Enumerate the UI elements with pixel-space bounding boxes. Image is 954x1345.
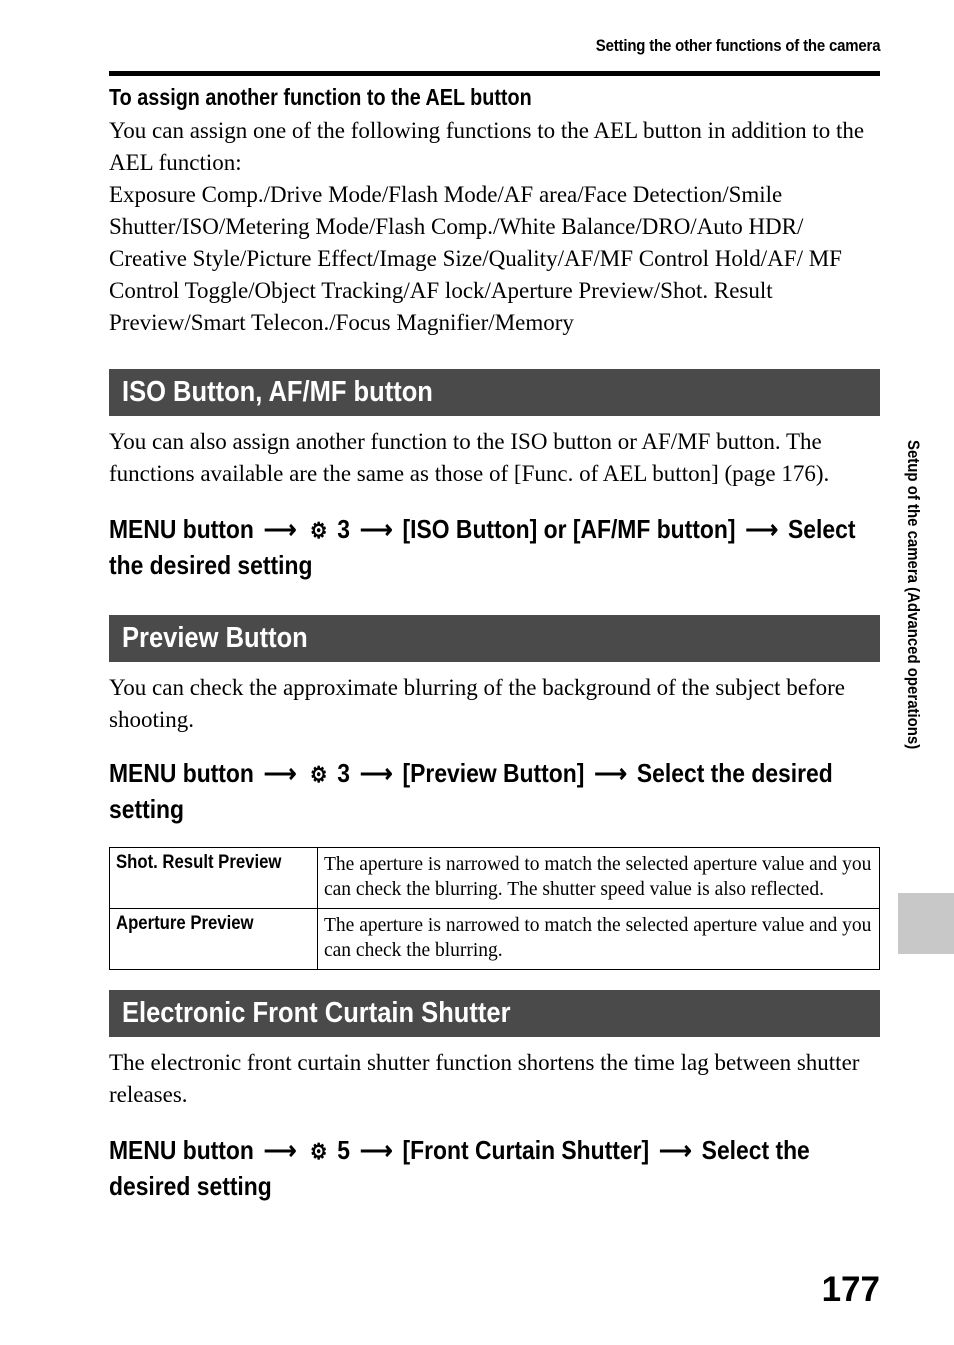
right-arrow-icon: ⟶ — [359, 758, 393, 788]
menu-start: MENU button — [109, 1135, 254, 1165]
efc-body: The electronic front curtain shutter function shortens the time lag between shutter releases. — [109, 1050, 860, 1107]
menu-item: [Front Curtain Shutter] — [402, 1135, 650, 1165]
section-title-efc — [109, 990, 880, 1037]
ael-intro: You can assign one of the following functions to the AEL button in addition to the AEL function: — [109, 118, 865, 175]
menu-item: [Preview Button] — [402, 758, 585, 788]
ael-function-list: Exposure Comp./Drive Mode/Flash Mode/AF area/Face Detection/Smile Shutter/ISO/Metering Mode/Flash Comp./White Balance/DRO/Auto HDR/ Creative Style/Picture Effect/Image Size/Quality/AF/MF Control Hold/AF/ MF Control Toggle/Object Tracking/AF lock/Aperture Preview/Shot. Result Preview/Smart Telecon./Focus Magnifier/Memory — [109, 182, 842, 335]
right-arrow-icon: ⟶ — [263, 758, 297, 788]
menu-number: 3 — [337, 758, 350, 788]
menu-item: [ISO Button] or [AF/MF button] — [402, 514, 736, 544]
right-arrow-icon: ⟶ — [263, 1135, 297, 1165]
page-number: 177 — [821, 1270, 880, 1309]
section-title-efc-text: Electronic Front Curtain Shutter — [122, 997, 511, 1029]
side-tab-marker — [898, 893, 954, 954]
running-header: Setting the other functions of the camera — [595, 36, 880, 55]
iso-menu-path — [109, 512, 876, 583]
menu-start: MENU button — [109, 514, 254, 544]
section-title-preview-text: Preview Button — [122, 622, 308, 654]
page-content — [109, 84, 880, 1204]
right-arrow-icon: ⟶ — [658, 1135, 692, 1165]
iso-body: You can also assign another function to the ISO button or AF/MF button. The functions available are the same as those of [Func. of AEL button] (page 176). — [109, 429, 830, 486]
menu-end: Select the desired setting — [109, 758, 833, 824]
right-arrow-icon: ⟶ — [263, 514, 297, 544]
menu-end: Select the desired setting — [109, 1135, 810, 1201]
section-title-preview — [109, 615, 880, 662]
setting-description: The aperture is narrowed to match the selected aperture value and you can check the blurring. — [318, 909, 880, 970]
gear-icon: ⚙ — [309, 762, 328, 787]
menu-end: Select the desired setting — [109, 514, 856, 580]
setting-name: Aperture Preview — [110, 909, 318, 970]
right-arrow-icon: ⟶ — [359, 1135, 393, 1165]
menu-number: 3 — [337, 514, 350, 544]
preview-settings-table — [109, 847, 880, 970]
table-row — [110, 909, 880, 970]
menu-number: 5 — [337, 1135, 350, 1165]
setting-name: Shot. Result Preview — [110, 848, 318, 909]
right-arrow-icon: ⟶ — [745, 514, 779, 544]
table-row — [110, 848, 880, 909]
efc-menu-path — [109, 1133, 876, 1204]
gear-icon: ⚙ — [309, 1139, 328, 1164]
right-arrow-icon: ⟶ — [594, 758, 628, 788]
menu-start: MENU button — [109, 758, 254, 788]
header-rule — [109, 71, 880, 76]
ael-subheading: To assign another function to the AEL button — [109, 84, 532, 110]
preview-body: You can check the approximate blurring of the background of the subject before shooting. — [109, 675, 845, 732]
preview-menu-path — [109, 756, 876, 827]
gear-icon: ⚙ — [309, 518, 328, 543]
right-arrow-icon: ⟶ — [359, 514, 393, 544]
section-title-iso — [109, 369, 880, 416]
section-title-iso-text: ISO Button, AF/MF button — [122, 376, 433, 408]
setting-description: The aperture is narrowed to match the selected aperture value and you can check the blurring. The shutter speed value is also reflected. — [318, 848, 880, 909]
side-tab-label: Setup of the camera (Advanced operations) — [904, 440, 923, 750]
